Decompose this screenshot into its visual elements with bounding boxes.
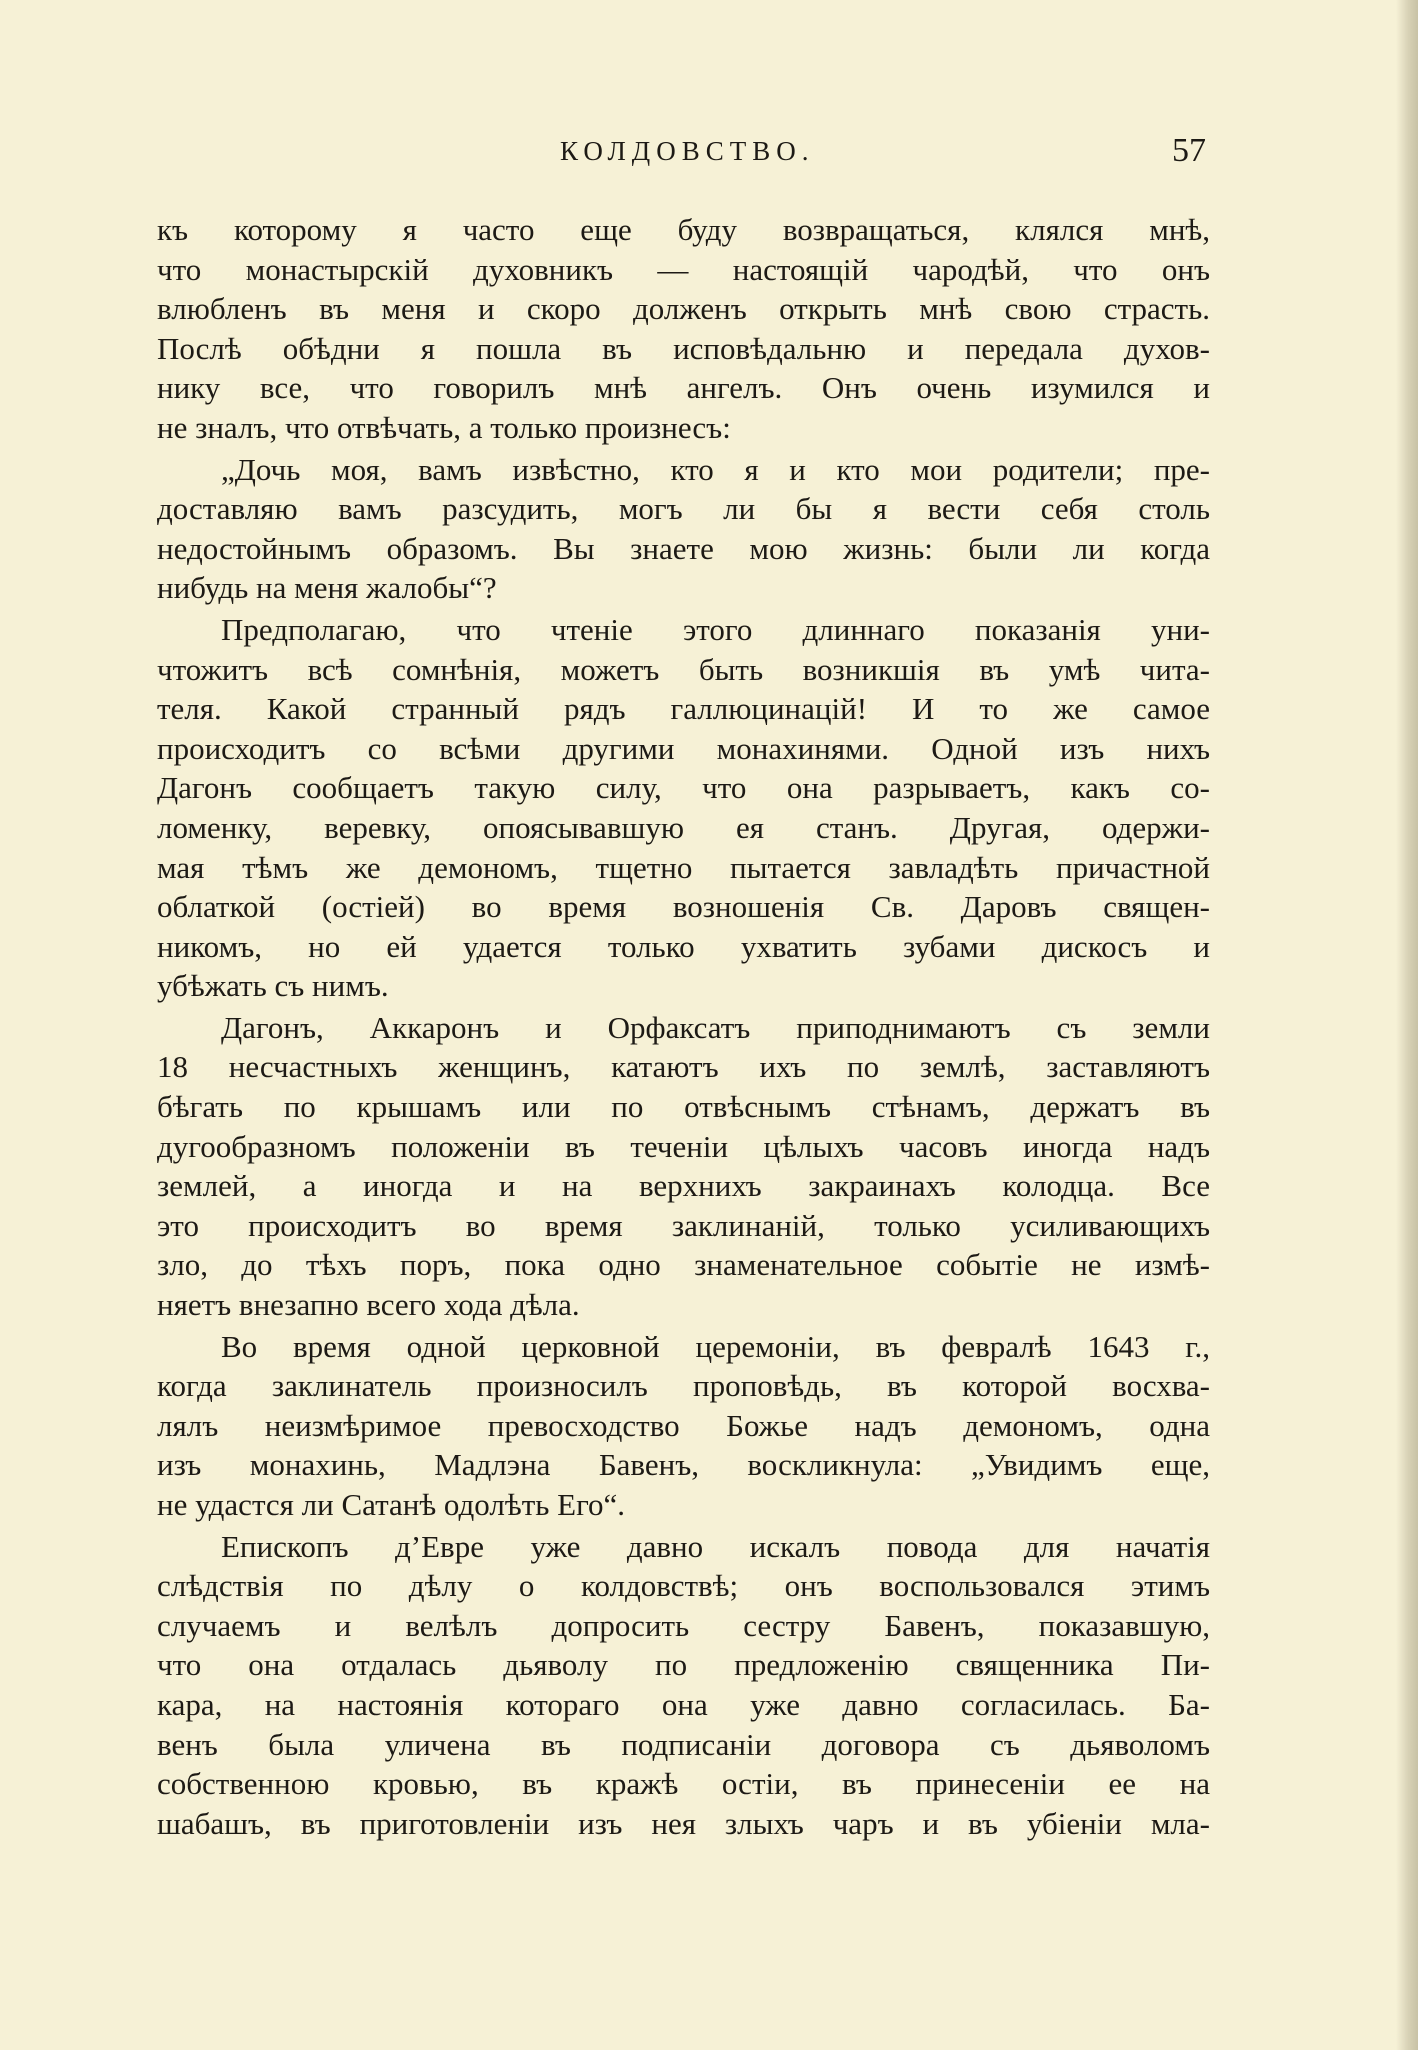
text-line: не удастся ли Сатанѣ одолѣть Его“. [157,1487,626,1522]
text-line: къ которому я часто еще буду возвращаться, клялся мнѣ, [157,212,1210,247]
text-line: бѣгать по крышамъ или по отвѣснымъ стѣнамъ, держатъ въ [157,1089,1210,1125]
text-line: венъ была уличена въ подписаніи договора съ дьяволомъ [157,1726,1210,1762]
text-line: Послѣ обѣдни я пошла въ исповѣдальню и передала духов- [157,330,1210,366]
text-line: Епископъ д’Еврe уже давно искалъ повода для начатія [221,1528,1210,1564]
text-line: кара, на настоянія котораго она уже давно согласилась. Ба- [157,1686,1210,1722]
text-line: зло, до тѣхъ поръ, пока одно знаменательное событіе не измѣ- [157,1247,1210,1283]
page-number: 57 [1172,132,1206,169]
text-line: не зналъ, что отвѣчать, а только произнесъ: [157,409,731,445]
paragraph [157,450,1210,608]
text-line: нику все, что говорилъ мнѣ ангелъ. Онъ очень изумился и [157,370,1210,406]
page-edge-shadow [1396,0,1418,2050]
text-line: убѣжать съ нимъ. [157,968,389,1004]
paragraph [157,1327,1210,1525]
text-line: 18 несчастныхъ женщинъ, катаютъ ихъ по землѣ, заставляютъ [157,1049,1210,1085]
text-line: что она отдалась дьяволу по предложенію священника Пи- [157,1647,1210,1683]
text-line: когда заклинатель произносилъ проповѣдь, въ которой восхва- [157,1368,1210,1404]
text-line: Во время одной церковной церемоніи, въ февралѣ 1643 г., [221,1328,1210,1364]
text-line: чтожитъ всѣ сомнѣнія, можетъ быть возникшія въ умѣ чита- [157,651,1210,687]
body-text [157,210,1210,1845]
text-line: ломенку, веревку, опоясывавшую ея станъ. Другая, одержи- [157,809,1210,845]
text-line: землей, а иногда и на верхнихъ закраинахъ колодца. Все [157,1168,1210,1204]
text-line: влюбленъ въ меня и скоро долженъ открыть мнѣ свою страсть. [157,291,1210,327]
text-line: мая тѣмъ же демономъ, тщетно пытается завладѣть причастной [157,849,1210,885]
running-head [0,132,1418,182]
paragraph [157,1008,1210,1325]
text-line: происходитъ со всѣми другими монахинями. Одной изъ нихъ [157,730,1210,766]
text-line: нибудь на меня жалобы“? [157,570,497,606]
text-line: няетъ внезапно всего хода дѣла. [157,1287,580,1323]
text-line: Дагонъ, Аккаронъ и Орфаксатъ приподнимаютъ съ земли [221,1009,1210,1045]
paragraph [157,610,1210,1006]
text-line: шабашъ, въ приготовленіи изъ нея злыхъ чаръ и въ убіеніи мла- [157,1805,1210,1841]
text-line: изъ монахинь, Мадлэна Бавенъ, воскликнула: „Увидимъ еще, [157,1447,1210,1483]
text-line: слѣдствія по дѣлу о колдовствѣ; онъ воспользовался этимъ [157,1568,1210,1604]
text-line: никомъ, но ей удается только ухватить зубами дискосъ и [157,928,1210,964]
text-line: „Дочь моя, вамъ извѣстно, кто я и кто мои родители; пре- [221,451,1210,487]
text-line: теля. Какой странный рядъ галлюцинацій! И то же самое [157,691,1210,727]
text-line: это происходитъ во время заклинаній, только усиливающихъ [157,1207,1210,1243]
paragraph [157,1527,1210,1844]
text-line: облаткой (остіей) во время возношенія Св. Даровъ священ- [157,889,1210,925]
text-line: Дагонъ сообщаетъ такую силу, что она разрываетъ, какъ со- [157,770,1210,806]
paragraph [157,210,1210,448]
text-line: что монастырскій духовникъ — настоящій чародѣй, что онъ [157,251,1210,287]
text-line: недостойнымъ образомъ. Вы знаете мою жизнь: были ли когда [157,530,1210,566]
text-line: доставляю вамъ разсудить, могъ ли бы я вести себя столь [157,491,1210,527]
text-line: собственною кровью, въ кражѣ остіи, въ принесеніи ее на [157,1766,1210,1802]
text-line: случаемъ и велѣлъ допросить сестру Бавенъ, показавшую, [157,1607,1210,1643]
running-head-title: КОЛДОВСТВО. [560,136,815,166]
text-line: лялъ неизмѣримое превосходство Божье надъ демономъ, одна [157,1407,1210,1443]
text-line: Предполагаю, что чтеніе этого длиннаго показанія уни- [221,611,1210,647]
text-line: дугообразномъ положеніи въ теченіи цѣлыхъ часовъ иногда надъ [157,1128,1210,1164]
